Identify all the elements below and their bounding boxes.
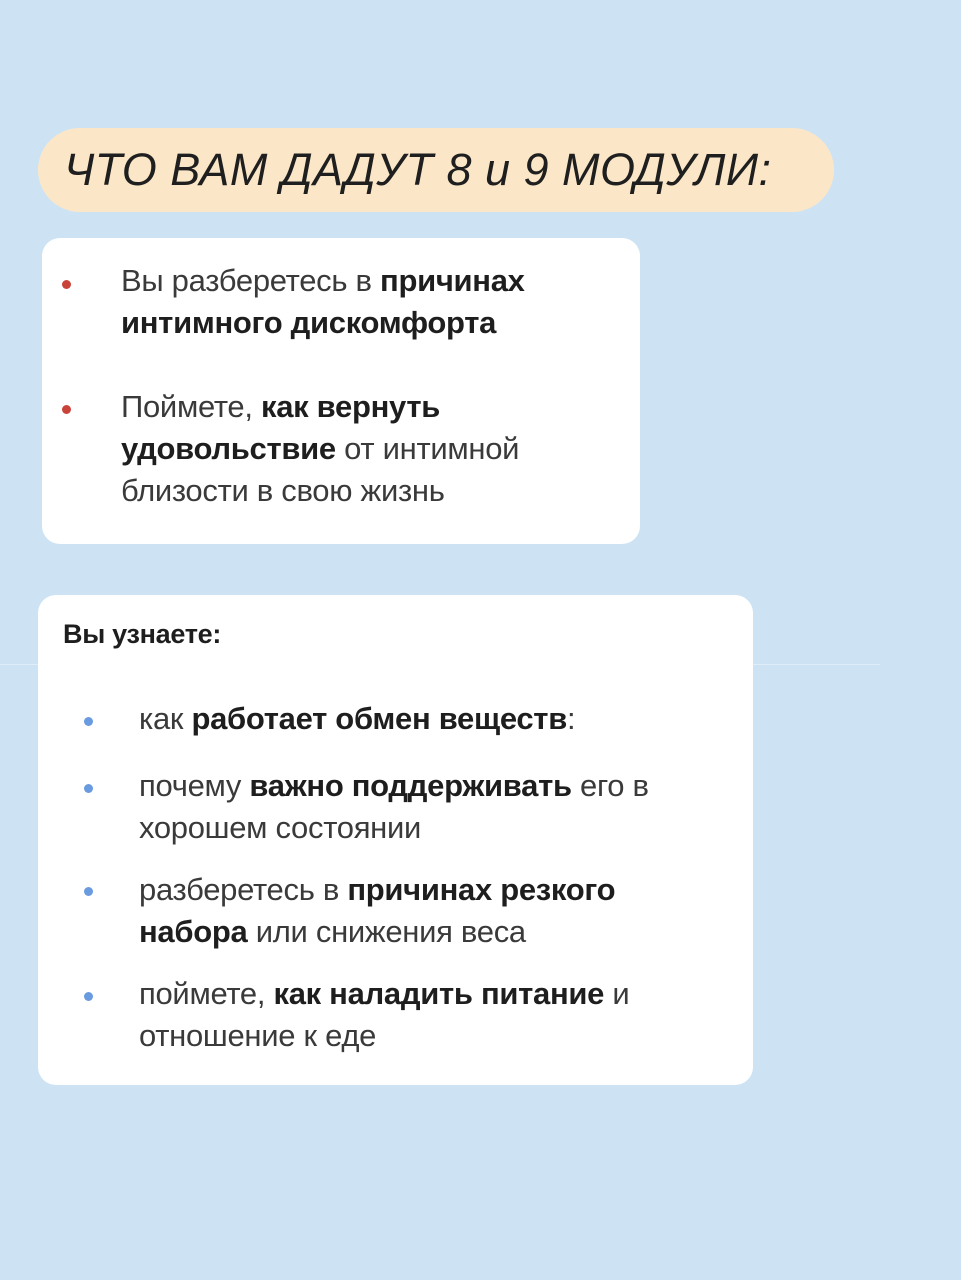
- list-item: почему важно поддерживать его в хорошем состоянии: [139, 768, 649, 845]
- list-item: разберетесь в причинах резкого набора или снижения веса: [139, 872, 616, 949]
- page-title: ЧТО ВАМ ДАДУТ 8 и 9 МОДУЛИ:: [64, 144, 772, 195]
- bullet-dot-icon: [62, 280, 71, 289]
- list-item: поймете, как наладить питание и отношение к еде: [139, 976, 630, 1053]
- title-pill: [38, 128, 834, 212]
- learn-card: [38, 595, 753, 1085]
- list-item: как работает обмен веществ:: [139, 701, 576, 736]
- bullet-dot-icon: [62, 405, 71, 414]
- bullet-dot-icon: [84, 992, 93, 1001]
- list-item: Вы разберетесь в причинах интимного дискомфорта: [121, 263, 525, 340]
- bullet-dot-icon: [84, 887, 93, 896]
- card-heading: Вы узнаете:: [63, 619, 222, 649]
- list-item: Поймете, как вернуть удовольствие от интимной близости в свою жизнь: [121, 389, 520, 508]
- bullet-dot-icon: [84, 717, 93, 726]
- bullet-dot-icon: [84, 784, 93, 793]
- benefits-card: [42, 238, 640, 544]
